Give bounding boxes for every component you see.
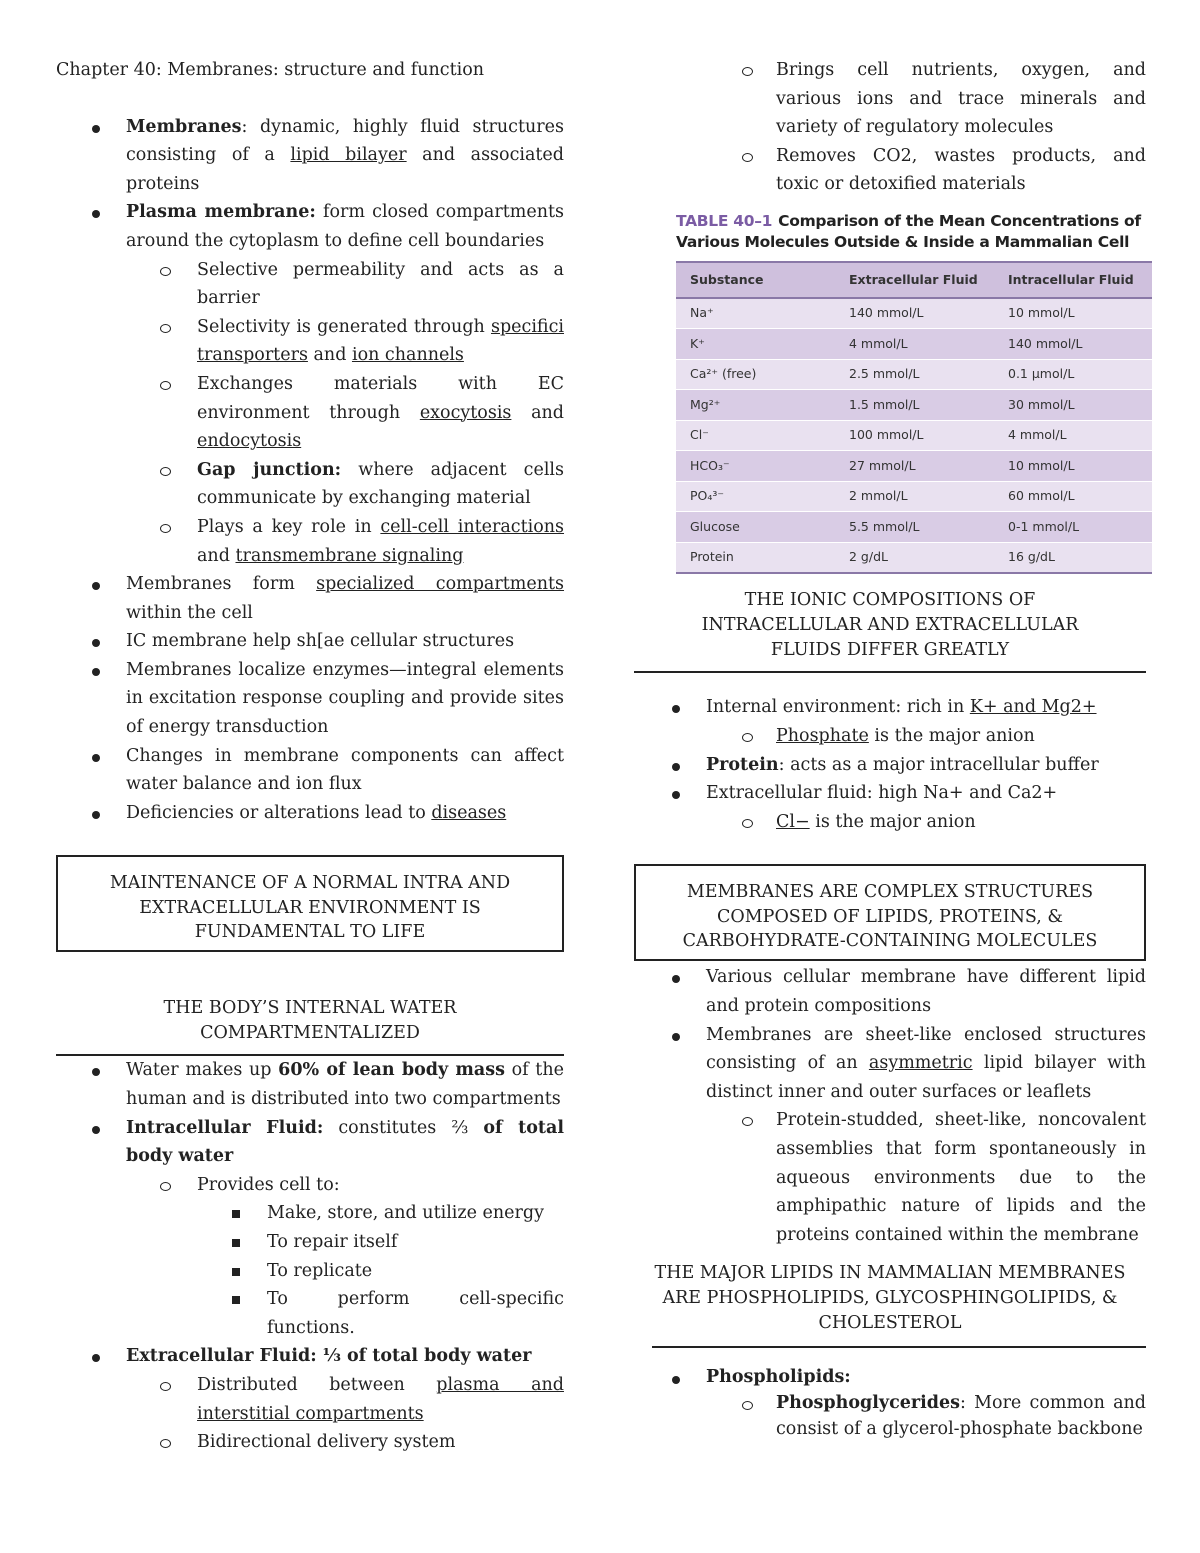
list-item: Brings cell nutrients, oxygen, and various ions and trace minerals and variety of regulatory molecules [634,56,1146,142]
ring-bullet-icon [160,1439,171,1448]
column-header: Extracellular Fluid [835,262,994,298]
table-row: Cl⁻ 100 mmol/L 4 mmol/L [676,420,1152,451]
continued-list [634,56,1146,199]
list-item: Plasma membrane: form closed compartments around the cytoplasm to define cell boundaries [56,198,564,255]
list-item: Deficiencies or alterations lead to diseases [56,799,564,828]
ring-bullet-icon [160,1382,171,1391]
ring-bullet-icon [160,324,171,333]
right-column [634,56,1146,1442]
ionic-notes-list [634,693,1146,836]
bullet-icon [672,1033,680,1041]
list-item: Internal environment: rich in K+ and Mg2+ [634,693,1146,722]
bullet-icon [672,975,680,983]
list-item: Selectivity is generated through specifici transporters and ion channels [56,313,564,370]
term: Plasma membrane: [126,202,316,223]
table-title: Comparison of the Mean Concentrations of Various Molecules Outside & Inside a Mammalian Cell [676,211,1141,251]
table-number: TABLE 40–1 [676,211,773,230]
ring-bullet-icon [742,153,753,162]
section-box-heading: MAINTENANCE OF A NORMAL INTRA AND EXTRACELLULAR ENVIRONMENT IS FUNDAMENTAL TO LIFE [56,855,564,952]
list-item: Provides cell to: [56,1171,564,1200]
bullet-icon [92,210,100,218]
section-divider [634,671,1146,673]
list-item: To repair itself [56,1228,564,1257]
list-item: Water makes up 60% of lean body mass of the human and is distributed into two compartments [56,1056,564,1113]
complex-notes-list [634,963,1146,1249]
bullet-icon [92,582,100,590]
list-item: Phosphoglycerides: More common and consist of a glycerol-phosphate backbone [634,1390,1146,1442]
list-item: Phospholipids: [634,1364,1146,1390]
ring-bullet-icon [742,1117,753,1126]
list-item: Bidirectional delivery system [56,1428,564,1457]
section-heading: THE MAJOR LIPIDS IN MAMMALIAN MEMBRANES ARE PHOSPHOLIPIDS, GLYCOSPHINGOLIPIDS, & CHOLESTEROL [654,1263,1126,1334]
table-caption [676,211,1146,253]
list-item: To replicate [56,1257,564,1286]
section-heading: THE BODY’S INTERNAL WATER COMPARTMENTALIZED [163,998,457,1044]
table-row: K⁺ 4 mmol/L 140 mmol/L [676,329,1152,360]
bullet-icon [92,668,100,676]
list-item: Extracellular fluid: high Na+ and Ca2+ [634,779,1146,808]
square-bullet-icon [232,1239,240,1247]
list-item: Membranes form specialized compartments within the cell [56,570,564,627]
square-bullet-icon [232,1268,240,1276]
list-item: Distributed between plasma and interstitial compartments [56,1371,564,1428]
list-item: Cl− is the major anion [634,808,1146,837]
list-item: Selective permeability and acts as a barrier [56,256,564,313]
bullet-icon [672,705,680,713]
bullet-icon [92,1126,100,1134]
term: Membranes [126,116,242,137]
list-item: Gap junction: where adjacent cells communicate by exchanging material [56,456,564,513]
bullet-icon [92,1068,100,1076]
square-bullet-icon [232,1296,240,1304]
membrane-notes-list [56,113,564,828]
ring-bullet-icon [742,733,753,742]
ring-bullet-icon [160,467,171,476]
bullet-icon [92,754,100,762]
list-item: Make, store, and utilize energy [56,1199,564,1228]
list-item: Membranes: dynamic, highly fluid structures consisting of a lipid bilayer and associated proteins [56,113,564,199]
ring-bullet-icon [742,67,753,76]
list-item: Changes in membrane components can affect water balance and ion flux [56,742,564,799]
table-row: Mg²⁺ 1.5 mmol/L 30 mmol/L [676,390,1152,421]
table-row: HCO₃⁻ 27 mmol/L 10 mmol/L [676,451,1152,482]
bullet-icon [672,763,680,771]
bullet-icon [92,125,100,133]
lipids-notes-list [634,1364,1146,1442]
section-divider [652,1346,1146,1348]
table-row: Glucose 5.5 mmol/L 0-1 mmol/L [676,512,1152,543]
bullet-icon [672,1376,680,1384]
ring-bullet-icon [160,267,171,276]
water-notes-list [56,1056,564,1456]
list-item: Intracellular Fluid: constitutes ⅔ of total body water [56,1114,564,1171]
bullet-icon [672,791,680,799]
list-item: Removes CO2, wastes products, and toxic or detoxified materials [634,142,1146,199]
bullet-icon [92,1354,100,1362]
section-box-heading: MEMBRANES ARE COMPLEX STRUCTURES COMPOSED OF LIPIDS, PROTEINS, & CARBOHYDRATE-CONTAINING MOLECULES [634,864,1146,961]
list-item: Plays a key role in cell-cell interactions and transmembrane signaling [56,513,564,570]
table-row: Protein 2 g/dL 16 g/dL [676,542,1152,573]
ring-bullet-icon [742,1401,753,1410]
list-item: Membranes are sheet-like enclosed structures consisting of an asymmetric lipid bilayer with distinct inner and outer surfaces or leaflets [634,1021,1146,1107]
ring-bullet-icon [160,524,171,533]
concentration-table [676,261,1152,575]
list-item: Various cellular membrane have different lipid and protein compositions [634,963,1146,1020]
column-header: Intracellular Fluid [994,262,1152,298]
list-item: Protein-studded, sheet-like, noncovalent assemblies that form spontaneously in aqueous environments due to the amphipathic nature of lipids and the proteins contained within the membrane [634,1106,1146,1249]
ring-bullet-icon [160,381,171,390]
list-item: Extracellular Fluid: ⅓ of total body water [56,1342,564,1371]
table-row: Ca²⁺ (free) 2.5 mmol/L 0.1 μmol/L [676,359,1152,390]
list-item: To perform cell-specific functions. [56,1285,564,1342]
ring-bullet-icon [160,1182,171,1191]
table-row: PO₄³⁻ 2 mmol/L 60 mmol/L [676,481,1152,512]
list-item: Exchanges materials with EC environment through exocytosis and endocytosis [56,370,564,456]
column-header: Substance [676,262,835,298]
table-header-row [676,262,1152,298]
table-row: Na⁺ 140 mmol/L 10 mmol/L [676,298,1152,329]
list-item: IC membrane help sh[ae cellular structures [56,627,564,656]
bullet-icon [92,811,100,819]
list-item: Membranes localize enzymes—integral elements in excitation response coupling and provide sites of energy transduction [56,656,564,742]
chapter-title: Chapter 40: Membranes: structure and function [56,60,485,80]
list-item: Protein: acts as a major intracellular buffer [634,751,1146,780]
list-item: Phosphate is the major anion [634,722,1146,751]
square-bullet-icon [232,1210,240,1218]
ring-bullet-icon [742,819,753,828]
left-column [56,56,564,1457]
underlined-term: lipid bilayer [290,145,407,166]
section-heading: THE IONIC COMPOSITIONS OF INTRACELLULAR AND EXTRACELLULAR FLUIDS DIFFER GREATLY [701,590,1079,661]
bullet-icon [92,639,100,647]
